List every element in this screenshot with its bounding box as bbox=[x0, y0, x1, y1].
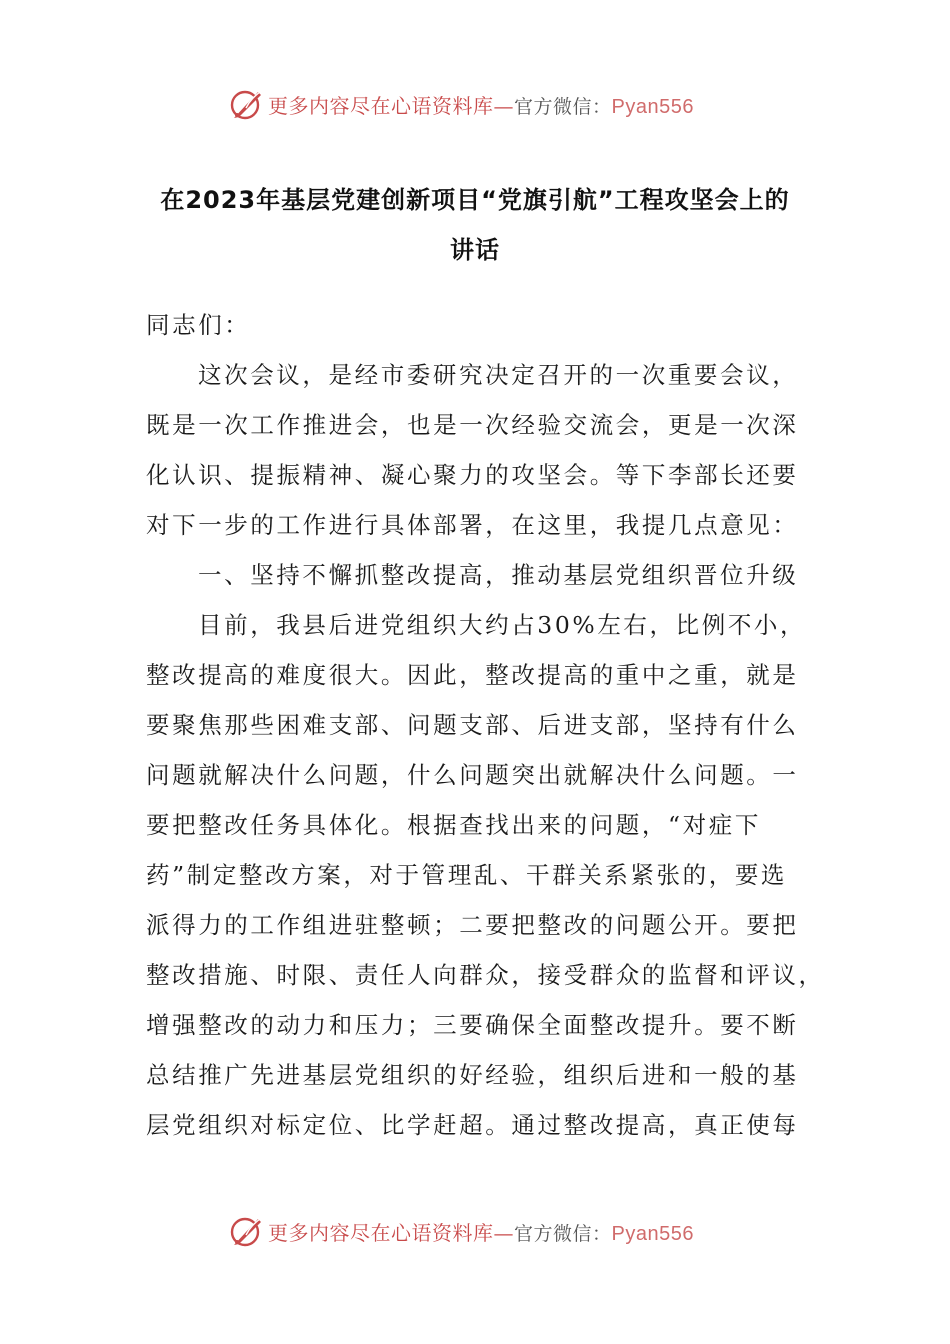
paragraph-line: 问题就解决什么问题，什么问题突出就解决什么问题。一 bbox=[146, 761, 799, 789]
paragraph-line: 层党组织对标定位、比学赶超。通过整改提高，真正使每 bbox=[146, 1111, 799, 1139]
watermark-brand: 更多内容尽在心语资料库 bbox=[268, 93, 494, 118]
watermark-wechat-label: 官方微信： bbox=[514, 95, 612, 118]
paragraph-line: 药”制定整改方案，对于管理乱、干群关系紧张的，要选 bbox=[146, 861, 788, 889]
document-body bbox=[146, 300, 825, 1150]
paragraph-line: 整改措施、时限、责任人向群众，接受群众的监督和评议， bbox=[146, 961, 825, 989]
document-title-line-1: 在2023年基层党建创新项目“党旗引航”工程攻坚会上的 bbox=[160, 186, 790, 214]
paragraph-line: 这次会议，是经市委研究决定召开的一次重要会议， bbox=[198, 361, 799, 389]
watermark-banner-bottom bbox=[228, 1211, 694, 1251]
watermark-wechat-handle: Pyan556 bbox=[611, 95, 694, 118]
paragraph-line: 派得力的工作组进驻整顿；二要把整改的问题公开。要把 bbox=[146, 911, 799, 939]
paragraph-line: 化认识、提振精神、凝心聚力的攻坚会。等下李部长还要 bbox=[146, 461, 799, 489]
paragraph-line: 总结推广先进基层党组织的好经验，组织后进和一般的基 bbox=[146, 1061, 799, 1089]
document-title-line-2: 讲话 bbox=[450, 236, 500, 264]
watermark-separator: — bbox=[493, 93, 514, 118]
section-heading: 一、坚持不懈抓整改提高，推动基层党组织晋位升级 bbox=[198, 561, 799, 589]
watermark-text bbox=[268, 90, 694, 119]
watermark-wechat-label: 官方微信： bbox=[514, 1222, 612, 1245]
paragraph-line: 要把整改任务具体化。根据查找出来的问题，“对症下 bbox=[146, 811, 761, 839]
watermark-text bbox=[268, 1217, 694, 1246]
quill-pen-logo-icon bbox=[228, 86, 264, 122]
watermark-brand: 更多内容尽在心语资料库 bbox=[268, 1220, 494, 1245]
paragraph-line: 增强整改的动力和压力；三要确保全面整改提升。要不断 bbox=[146, 1011, 799, 1039]
paragraph-line: 目前，我县后进党组织大约占30%左右，比例不小， bbox=[198, 611, 807, 639]
quill-pen-logo-icon bbox=[228, 1213, 264, 1249]
salutation: 同志们： bbox=[146, 311, 251, 339]
watermark-banner-top bbox=[228, 84, 694, 124]
watermark-wechat-handle: Pyan556 bbox=[611, 1222, 694, 1245]
watermark-separator: — bbox=[493, 1220, 514, 1245]
paragraph-line: 要聚焦那些困难支部、问题支部、后进支部，坚持有什么 bbox=[146, 711, 799, 739]
paragraph-line: 对下一步的工作进行具体部署，在这里，我提几点意见： bbox=[146, 511, 799, 539]
paragraph-line: 既是一次工作推进会，也是一次经验交流会，更是一次深 bbox=[146, 411, 799, 439]
paragraph-line: 整改提高的难度很大。因此，整改提高的重中之重，就是 bbox=[146, 661, 799, 689]
